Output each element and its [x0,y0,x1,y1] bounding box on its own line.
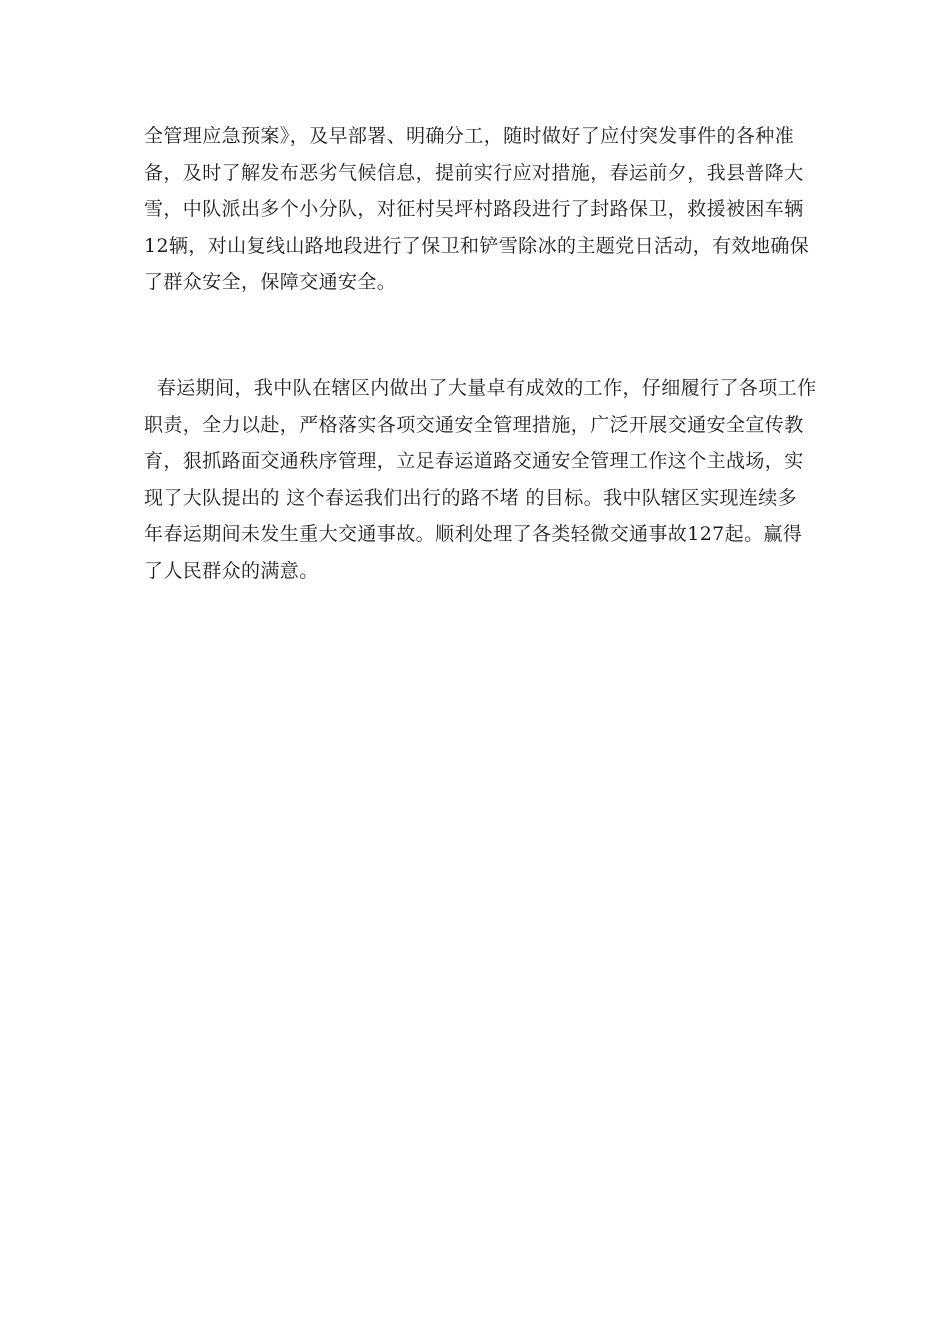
text-line: 育，狠抓路面交通秩序管理，立足春运道路交通安全管理工作这个主战场，实 [144,450,804,472]
text-line: 雪，中队派出多个小分队，对征村吴坪村路段进行了封路保卫，救援被困车辆 [144,198,804,220]
text-line: 了人民群众的满意。 [144,559,319,582]
paragraph-1 [144,118,809,301]
text-line: 现了大队提出的 这个春运我们出行的路不堵 的目标。我中队辖区实现连续多 [144,486,798,509]
text-line: 全管理应急预案》，及早部署、明确分工，随时做好了应付突发事件的各种准 [144,125,795,147]
paragraph-2 [144,370,817,589]
text-line: 年春运期间未发生重大交通事故。顺利处理了各类轻微交通事故127起。赢得 [144,523,803,545]
text-line: 职责，全力以赴，严格落实各项交通安全管理措施，广泛开展交通安全宣传教 [144,413,804,436]
text-line: 12辆，对山复线山路地段进行了保卫和铲雪除冰的主题党日活动，有效地确保 [144,234,810,257]
text-line: 备，及时了解发布恶劣气候信息，提前实行应对措施，春运前夕，我县普降大 [144,161,804,184]
text-line: 春运期间，我中队在辖区内做出了大量卓有成效的工作，仔细履行了各项工作 [144,377,817,399]
text-line: 了群众安全，保障交通安全。 [144,271,397,293]
